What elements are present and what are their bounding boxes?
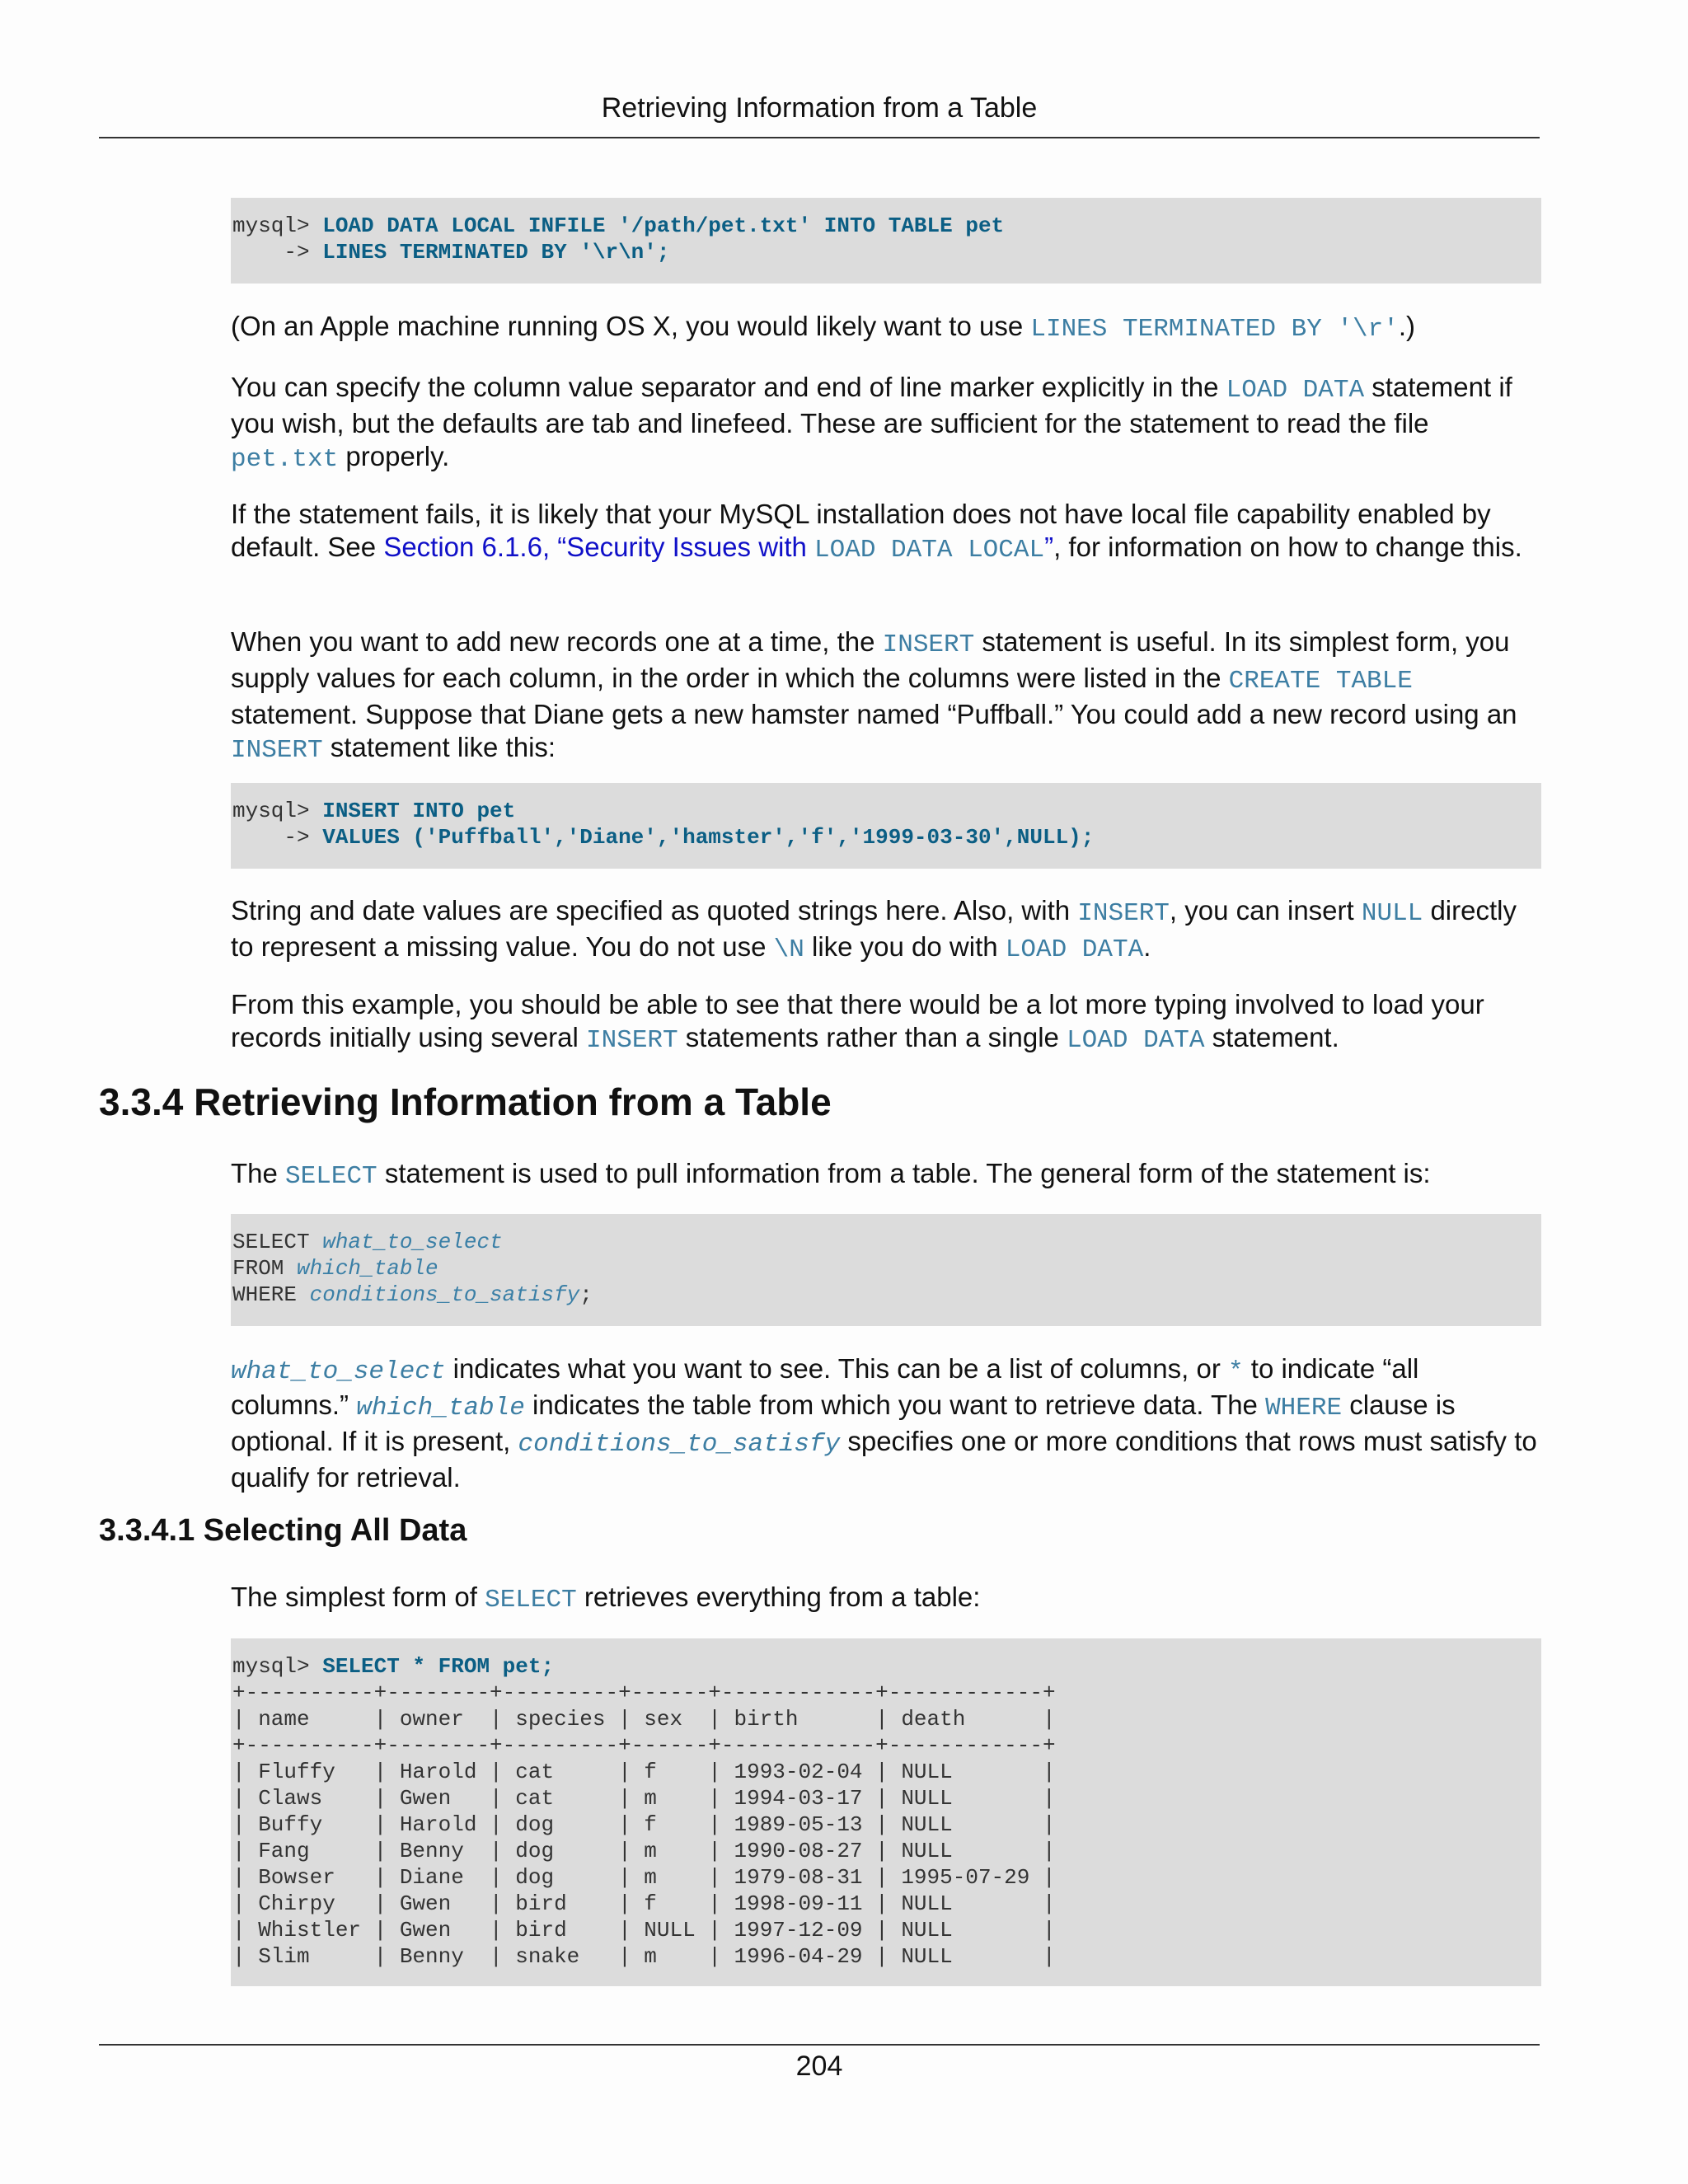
code-prompt: -> [232, 825, 323, 850]
inline-code: pet.txt [231, 445, 339, 474]
paragraph-select-intro: The SELECT statement is used to pull information from a table. The general form of the statement is: [231, 1158, 1431, 1191]
inline-code: INSERT [1077, 899, 1170, 928]
inline-replaceable: conditions_to_satisfy [518, 1430, 841, 1459]
table-row: | Bowser | Diane | dog | m | 1979-08-31 | 1995-07-29 | [232, 1865, 1056, 1890]
page-number: 204 [795, 2050, 843, 2082]
table-row: | Fluffy | Harold | cat | f | 1993-02-04 | NULL | [232, 1760, 1056, 1784]
code-block-insert [231, 783, 1541, 869]
inline-code: \N [773, 935, 804, 964]
table-row: | Chirpy | Gwen | bird | f | 1998-09-11 | NULL | [232, 1891, 1056, 1916]
running-header: Retrieving Information from a Table [601, 92, 1038, 124]
code-replaceable: which_table [297, 1256, 438, 1281]
code-prompt: mysql> [232, 1654, 323, 1679]
inline-code: LOAD DATA [1005, 935, 1144, 964]
inline-code: WHERE [1265, 1394, 1343, 1422]
inline-code: CREATE TABLE [1228, 667, 1413, 696]
inline-code: LINES TERMINATED BY '\r' [1030, 315, 1399, 344]
code-command: VALUES ('Puffball','Diane','hamster','f','1999-03-30',NULL); [322, 825, 1095, 850]
inline-code: INSERT [882, 630, 975, 659]
code-prompt: mysql> [232, 799, 323, 823]
table-row: | Fang | Benny | dog | m | 1990-08-27 | NULL | [232, 1839, 1056, 1863]
security-section-link[interactable]: Section 6.1.6, “Security Issues with LOAD DATA LOCAL” [383, 532, 1054, 565]
code-prompt: -> [232, 240, 323, 265]
table-border: +----------+--------+---------+------+------------+------------+ [232, 1680, 1056, 1705]
code-block-load-data [231, 198, 1541, 284]
section-heading: 3.3.4 Retrieving Information from a Table [99, 1080, 832, 1123]
inline-code: LOAD DATA [1067, 1026, 1205, 1055]
inline-code: NULL [1361, 899, 1423, 928]
table-border: +----------+--------+---------+------+------------+------------+ [232, 1733, 1056, 1758]
code-command: LINES TERMINATED BY '\r\n'; [322, 240, 670, 265]
code-block-select-form: SELECT what_to_select FROM which_table WHERE conditions_to_satisfy; [231, 1214, 1541, 1326]
footer-rule [99, 2044, 1540, 2046]
paragraph-apple-note: (On an Apple machine running OS X, you would likely want to use LINES TERMINATED BY '\r'.) [231, 311, 1416, 344]
inline-replaceable: what_to_select [231, 1357, 446, 1386]
table-header: | name | owner | species | sex | birth | death | [232, 1707, 1056, 1732]
paragraph-insert-intro: When you want to add new records one at a time, the INSERT statement is useful. In its simplest form, you supply values for each column, in the order in which the columns were listed in the CREATE TABLE statement. Suppose that Diane gets a new hamster named “Puffball.” You could add a new record using an INSERT statement like this: [231, 626, 1517, 765]
code-replaceable: conditions_to_satisfy [309, 1282, 580, 1307]
paragraph-separator: You can specify the column value separator and end of line marker explicitly in the LOAD DATA statement if you wish, but the defaults are tab and linefeed. These are sufficient for the statement to read the file pet.txt properly. [231, 372, 1512, 474]
code-block-select-all [231, 1638, 1541, 1986]
paragraph-string-values: String and date values are specified as quoted strings here. Also, with INSERT, you can insert NULL directly to represent a missing value. You do not use \N like you do with LOAD DATA. [231, 895, 1517, 964]
inline-code: INSERT [231, 736, 323, 765]
code-command: LOAD DATA LOCAL INFILE '/path/pet.txt' INTO TABLE pet [322, 213, 1005, 238]
inline-code: SELECT [285, 1162, 377, 1191]
paragraph-simplest-form: The simplest form of SELECT retrieves everything from a table: [231, 1582, 981, 1615]
table-row: | Buffy | Harold | dog | f | 1989-05-13 | NULL | [232, 1812, 1056, 1837]
code-replaceable: what_to_select [322, 1230, 503, 1254]
code-command: SELECT * FROM pet; [322, 1654, 555, 1679]
inline-code: SELECT [485, 1586, 577, 1615]
paragraph-statement-fails: If the statement fails, it is likely that your MySQL installation does not have local file capability enabled by default. See Section 6.1.6, “Security Issues with LOAD DATA LOCAL”, for information on how to change this. [231, 499, 1522, 565]
paragraph-select-explain: what_to_select indicates what you want to see. This can be a list of columns, or * to indicate “all columns.” which_table indicates the table from which you want to retrieve data. The WHERE clause is optional. If it is present, conditions_to_satisfy specifies one or more conditions that rows must satisfy to qualify for retrieval. [231, 1353, 1537, 1493]
inline-code: LOAD DATA [1226, 376, 1365, 405]
table-row: | Whistler | Gwen | bird | NULL | 1997-12-09 | NULL | [232, 1918, 1056, 1943]
header-rule [99, 137, 1540, 138]
paragraph-typing: From this example, you should be able to see that there would be a lot more typing involved to load your records initially using several INSERT statements rather than a single LOAD DATA statement. [231, 989, 1484, 1055]
table-row: | Slim | Benny | snake | m | 1996-04-29 | NULL | [232, 1944, 1056, 1969]
inline-code: * [1228, 1357, 1244, 1386]
inline-replaceable: which_table [356, 1394, 525, 1422]
code-command: INSERT INTO pet [322, 799, 516, 823]
code-prompt: mysql> [232, 213, 323, 238]
table-row: | Claws | Gwen | cat | m | 1994-03-17 | NULL | [232, 1786, 1056, 1811]
inline-code: INSERT [586, 1026, 678, 1055]
subsection-heading: 3.3.4.1 Selecting All Data [99, 1513, 467, 1548]
